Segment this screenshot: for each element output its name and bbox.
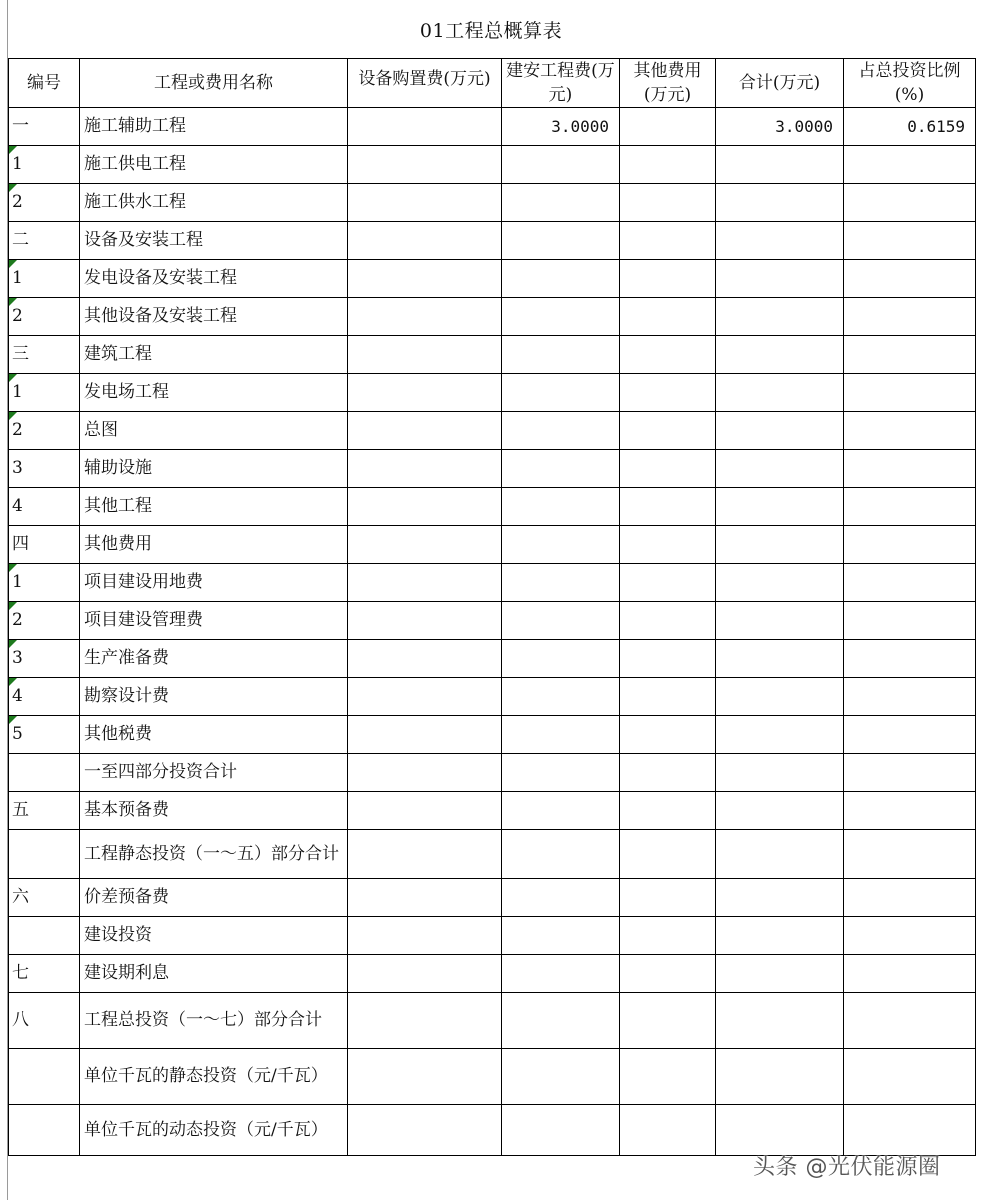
- cell-other[interactable]: [620, 374, 716, 412]
- cell-code[interactable]: [9, 955, 80, 993]
- cell-code-text: 4: [12, 686, 23, 706]
- table-row: [9, 260, 976, 298]
- cell-name[interactable]: 其他费用: [80, 526, 348, 564]
- cell-equipment[interactable]: [348, 879, 502, 917]
- cell-ratio[interactable]: [844, 336, 976, 374]
- cell-ratio[interactable]: [844, 526, 976, 564]
- cell-code[interactable]: [9, 260, 80, 298]
- error-indicator-icon: [9, 564, 17, 572]
- cell-other[interactable]: [620, 412, 716, 450]
- table-row: [9, 678, 976, 716]
- cell-equipment[interactable]: [348, 146, 502, 184]
- cell-construction[interactable]: 3.0000: [502, 108, 620, 146]
- table-row: [9, 374, 976, 412]
- cell-total[interactable]: [716, 298, 844, 336]
- watermark: 头条 @光伏能源圈: [753, 1155, 941, 1180]
- cell-ratio[interactable]: [844, 640, 976, 678]
- cell-ratio[interactable]: [844, 792, 976, 830]
- cell-construction[interactable]: [502, 993, 620, 1049]
- cell-other[interactable]: [620, 564, 716, 602]
- cell-construction[interactable]: [502, 792, 620, 830]
- cell-equipment[interactable]: [348, 678, 502, 716]
- cell-code[interactable]: [9, 678, 80, 716]
- cell-construction[interactable]: [502, 1105, 620, 1156]
- cell-construction[interactable]: [502, 526, 620, 564]
- cell-total[interactable]: [716, 917, 844, 955]
- cell-equipment[interactable]: [348, 917, 502, 955]
- cell-ratio[interactable]: [844, 488, 976, 526]
- cell-name[interactable]: 生产准备费: [80, 640, 348, 678]
- error-indicator-icon: [9, 640, 17, 648]
- cell-code[interactable]: [9, 879, 80, 917]
- table-row: [9, 526, 976, 564]
- cell-code-text: 1: [12, 154, 23, 174]
- cell-other[interactable]: [620, 1049, 716, 1105]
- cell-code[interactable]: [9, 108, 80, 146]
- cell-code-text: 2: [12, 306, 23, 326]
- cell-code[interactable]: [9, 792, 80, 830]
- cell-code-text: 八: [12, 1010, 29, 1030]
- cell-name[interactable]: 总图: [80, 412, 348, 450]
- cell-code-text: 三: [12, 344, 29, 364]
- error-indicator-icon: [9, 678, 17, 686]
- cell-other[interactable]: [620, 146, 716, 184]
- cell-name[interactable]: 建筑工程: [80, 336, 348, 374]
- cell-construction[interactable]: [502, 374, 620, 412]
- cell-other[interactable]: [620, 222, 716, 260]
- cell-name[interactable]: 单位千瓦的静态投资（元/千瓦）: [80, 1049, 348, 1105]
- cell-name[interactable]: 发电设备及安装工程: [80, 260, 348, 298]
- cell-name[interactable]: 工程总投资（一～七）部分合计: [80, 993, 348, 1049]
- cell-other[interactable]: [620, 488, 716, 526]
- cell-other[interactable]: [620, 450, 716, 488]
- cell-construction[interactable]: [502, 336, 620, 374]
- cell-code-text: 四: [12, 534, 29, 554]
- error-indicator-icon: [9, 602, 17, 610]
- table-row: [9, 640, 976, 678]
- cell-other[interactable]: [620, 993, 716, 1049]
- cell-code-text: 3: [12, 648, 23, 668]
- cell-total[interactable]: [716, 184, 844, 222]
- cell-code-text: 五: [12, 800, 29, 820]
- cell-code-text: 3: [12, 458, 23, 478]
- cell-equipment[interactable]: [348, 993, 502, 1049]
- cell-ratio[interactable]: [844, 993, 976, 1049]
- cell-construction[interactable]: [502, 955, 620, 993]
- cell-ratio[interactable]: [844, 917, 976, 955]
- cell-construction[interactable]: [502, 260, 620, 298]
- cell-equipment[interactable]: [348, 526, 502, 564]
- cell-code[interactable]: [9, 1105, 80, 1156]
- error-indicator-icon: [9, 412, 17, 420]
- cell-name[interactable]: 其他设备及安装工程: [80, 298, 348, 336]
- cell-code[interactable]: [9, 526, 80, 564]
- error-indicator-icon: [9, 716, 17, 724]
- table-row: [9, 336, 976, 374]
- cell-other[interactable]: [620, 678, 716, 716]
- header-total[interactable]: 合计(万元): [716, 59, 844, 108]
- cell-code-text: 4: [12, 496, 23, 516]
- cell-other[interactable]: [620, 792, 716, 830]
- cell-code[interactable]: [9, 602, 80, 640]
- cell-other[interactable]: [620, 108, 716, 146]
- cell-construction[interactable]: [502, 879, 620, 917]
- cell-name[interactable]: 工程静态投资（一～五）部分合计: [80, 830, 348, 879]
- cell-total[interactable]: [716, 336, 844, 374]
- cell-code[interactable]: [9, 754, 80, 792]
- cell-construction[interactable]: [502, 450, 620, 488]
- cell-ratio[interactable]: [844, 298, 976, 336]
- cell-ratio[interactable]: [844, 146, 976, 184]
- table-row: [9, 830, 976, 879]
- cell-ratio[interactable]: [844, 716, 976, 754]
- cell-construction[interactable]: [502, 602, 620, 640]
- cell-code[interactable]: [9, 184, 80, 222]
- cell-other[interactable]: [620, 830, 716, 879]
- header-code[interactable]: 编号: [9, 59, 80, 108]
- cell-ratio[interactable]: [844, 450, 976, 488]
- cell-construction[interactable]: [502, 488, 620, 526]
- cell-total[interactable]: [716, 374, 844, 412]
- cell-code[interactable]: [9, 1049, 80, 1105]
- cell-name[interactable]: 价差预备费: [80, 879, 348, 917]
- cell-code-text: 2: [12, 420, 23, 440]
- table-row: [9, 488, 976, 526]
- cell-code-text: 1: [12, 382, 23, 402]
- cell-code[interactable]: [9, 222, 80, 260]
- cell-ratio[interactable]: [844, 374, 976, 412]
- cell-equipment[interactable]: [348, 716, 502, 754]
- cell-total[interactable]: [716, 1105, 844, 1156]
- cell-equipment[interactable]: [348, 955, 502, 993]
- cell-total[interactable]: [716, 412, 844, 450]
- error-indicator-icon: [9, 374, 17, 382]
- header-other[interactable]: [620, 59, 716, 108]
- cell-other[interactable]: [620, 754, 716, 792]
- header-other-text: 其他费用(万元): [633, 61, 702, 105]
- cell-code[interactable]: [9, 993, 80, 1049]
- header-name[interactable]: 工程或费用名称: [80, 59, 348, 108]
- cell-other[interactable]: [620, 640, 716, 678]
- cell-code-text: 七: [12, 963, 29, 983]
- cell-equipment[interactable]: [348, 108, 502, 146]
- cell-total[interactable]: [716, 640, 844, 678]
- cell-construction[interactable]: [502, 564, 620, 602]
- cell-construction[interactable]: [502, 640, 620, 678]
- cell-equipment[interactable]: [348, 640, 502, 678]
- error-indicator-icon: [9, 298, 17, 306]
- cell-other[interactable]: [620, 716, 716, 754]
- table-row: [9, 1105, 976, 1156]
- cell-construction[interactable]: [502, 716, 620, 754]
- header-equipment[interactable]: [348, 59, 502, 108]
- table-row: [9, 602, 976, 640]
- cell-other[interactable]: [620, 917, 716, 955]
- cell-code[interactable]: [9, 146, 80, 184]
- sheet-title[interactable]: 01工程总概算表: [419, 19, 563, 42]
- cell-ratio[interactable]: [844, 754, 976, 792]
- table-row: [9, 1049, 976, 1105]
- cell-total[interactable]: [716, 1049, 844, 1105]
- cell-name[interactable]: 单位千瓦的动态投资（元/千瓦）: [80, 1105, 348, 1156]
- table-row: [9, 879, 976, 917]
- table-row: [9, 450, 976, 488]
- cell-ratio[interactable]: [844, 222, 976, 260]
- cell-other[interactable]: [620, 955, 716, 993]
- cell-total[interactable]: [716, 792, 844, 830]
- cell-total[interactable]: [716, 260, 844, 298]
- header-row: [9, 59, 976, 108]
- cell-name[interactable]: 设备及安装工程: [80, 222, 348, 260]
- cell-other[interactable]: [620, 336, 716, 374]
- cell-code[interactable]: [9, 336, 80, 374]
- cell-code-text: 1: [12, 268, 23, 288]
- cell-code[interactable]: [9, 917, 80, 955]
- cell-name[interactable]: 其他工程: [80, 488, 348, 526]
- cell-construction[interactable]: [502, 222, 620, 260]
- cell-code-text: 二: [12, 230, 29, 250]
- cell-total[interactable]: [716, 993, 844, 1049]
- cell-construction[interactable]: [502, 298, 620, 336]
- cell-equipment[interactable]: [348, 298, 502, 336]
- cell-equipment[interactable]: [348, 450, 502, 488]
- table-row: [9, 108, 976, 146]
- cell-name[interactable]: 建设期利息: [80, 955, 348, 993]
- cell-code-text: 5: [12, 724, 23, 744]
- cell-equipment[interactable]: [348, 1049, 502, 1105]
- cell-code[interactable]: [9, 488, 80, 526]
- cell-total[interactable]: [716, 450, 844, 488]
- error-indicator-icon: [9, 260, 17, 268]
- cell-name[interactable]: 项目建设用地费: [80, 564, 348, 602]
- table-row: [9, 955, 976, 993]
- cell-code-text: 2: [12, 610, 23, 630]
- table-row: [9, 222, 976, 260]
- cell-name[interactable]: 一至四部分投资合计: [80, 754, 348, 792]
- cell-ratio[interactable]: [844, 1105, 976, 1156]
- cell-code[interactable]: [9, 374, 80, 412]
- cell-code-text: 六: [12, 887, 29, 907]
- cell-code[interactable]: [9, 830, 80, 879]
- cell-name[interactable]: 基本预备费: [80, 792, 348, 830]
- header-equipment-text: 设备购置费(万元): [358, 69, 491, 89]
- cell-ratio[interactable]: [844, 564, 976, 602]
- table-row: [9, 716, 976, 754]
- cell-ratio[interactable]: [844, 879, 976, 917]
- cell-total[interactable]: [716, 678, 844, 716]
- cell-equipment[interactable]: [348, 374, 502, 412]
- cell-equipment[interactable]: [348, 754, 502, 792]
- error-indicator-icon: [9, 184, 17, 192]
- cell-total[interactable]: [716, 526, 844, 564]
- cell-equipment[interactable]: [348, 260, 502, 298]
- cell-construction[interactable]: [502, 917, 620, 955]
- cell-equipment[interactable]: [348, 564, 502, 602]
- cell-equipment[interactable]: [348, 488, 502, 526]
- cell-total[interactable]: [716, 955, 844, 993]
- cell-code[interactable]: [9, 716, 80, 754]
- cell-equipment[interactable]: [348, 830, 502, 879]
- cell-name[interactable]: 施工供水工程: [80, 184, 348, 222]
- cell-name[interactable]: 发电场工程: [80, 374, 348, 412]
- cell-total[interactable]: [716, 716, 844, 754]
- cell-ratio[interactable]: 0.6159: [844, 108, 976, 146]
- header-construction-text: 建安工程费(万元): [506, 61, 615, 105]
- cell-code-text: 1: [12, 572, 23, 592]
- cell-total[interactable]: [716, 830, 844, 879]
- table-row: [9, 412, 976, 450]
- cell-other[interactable]: [620, 298, 716, 336]
- cell-code[interactable]: [9, 640, 80, 678]
- cell-construction[interactable]: [502, 754, 620, 792]
- table-row: [9, 564, 976, 602]
- cell-name[interactable]: 建设投资: [80, 917, 348, 955]
- table-row: [9, 754, 976, 792]
- cell-code[interactable]: [9, 412, 80, 450]
- cell-total[interactable]: [716, 222, 844, 260]
- cell-total[interactable]: [716, 754, 844, 792]
- cell-code[interactable]: [9, 564, 80, 602]
- cell-construction[interactable]: [502, 184, 620, 222]
- cell-equipment[interactable]: [348, 1105, 502, 1156]
- cell-code[interactable]: [9, 450, 80, 488]
- header-ratio-text: 占总投资比例(%): [858, 61, 961, 105]
- cell-total[interactable]: [716, 488, 844, 526]
- table-row: [9, 184, 976, 222]
- table-row: [9, 792, 976, 830]
- cell-ratio[interactable]: [844, 678, 976, 716]
- table-row: [9, 298, 976, 336]
- cell-construction[interactable]: [502, 678, 620, 716]
- cell-equipment[interactable]: [348, 222, 502, 260]
- cell-ratio[interactable]: [844, 955, 976, 993]
- cell-construction[interactable]: [502, 1049, 620, 1105]
- cell-ratio[interactable]: [844, 830, 976, 879]
- cell-other[interactable]: [620, 1105, 716, 1156]
- cell-other[interactable]: [620, 260, 716, 298]
- cell-total[interactable]: 3.0000: [716, 108, 844, 146]
- cell-ratio[interactable]: [844, 1049, 976, 1105]
- cell-name[interactable]: 施工辅助工程: [80, 108, 348, 146]
- cell-other[interactable]: [620, 184, 716, 222]
- cell-other[interactable]: [620, 879, 716, 917]
- budget-table: [8, 58, 976, 1156]
- cell-construction[interactable]: [502, 830, 620, 879]
- cell-name[interactable]: 勘察设计费: [80, 678, 348, 716]
- cell-construction[interactable]: [502, 412, 620, 450]
- cell-equipment[interactable]: [348, 602, 502, 640]
- cell-other[interactable]: [620, 602, 716, 640]
- cell-name[interactable]: 其他税费: [80, 716, 348, 754]
- cell-total[interactable]: [716, 602, 844, 640]
- header-construction[interactable]: [502, 59, 620, 108]
- error-indicator-icon: [9, 146, 17, 154]
- header-ratio[interactable]: [844, 59, 976, 108]
- cell-total[interactable]: [716, 146, 844, 184]
- cell-total[interactable]: [716, 564, 844, 602]
- cell-equipment[interactable]: [348, 184, 502, 222]
- cell-name[interactable]: 施工供电工程: [80, 146, 348, 184]
- cell-equipment[interactable]: [348, 336, 502, 374]
- cell-ratio[interactable]: [844, 412, 976, 450]
- cell-code-text: 一: [12, 116, 29, 136]
- cell-name[interactable]: 项目建设管理费: [80, 602, 348, 640]
- cell-equipment[interactable]: [348, 792, 502, 830]
- table-row: [9, 146, 976, 184]
- cell-ratio[interactable]: [844, 184, 976, 222]
- cell-ratio[interactable]: [844, 260, 976, 298]
- table-row: [9, 993, 976, 1049]
- cell-total[interactable]: [716, 879, 844, 917]
- table-row: [9, 917, 976, 955]
- cell-equipment[interactable]: [348, 412, 502, 450]
- cell-code-text: 2: [12, 192, 23, 212]
- cell-name[interactable]: 辅助设施: [80, 450, 348, 488]
- cell-other[interactable]: [620, 526, 716, 564]
- cell-code[interactable]: [9, 298, 80, 336]
- cell-construction[interactable]: [502, 146, 620, 184]
- cell-ratio[interactable]: [844, 602, 976, 640]
